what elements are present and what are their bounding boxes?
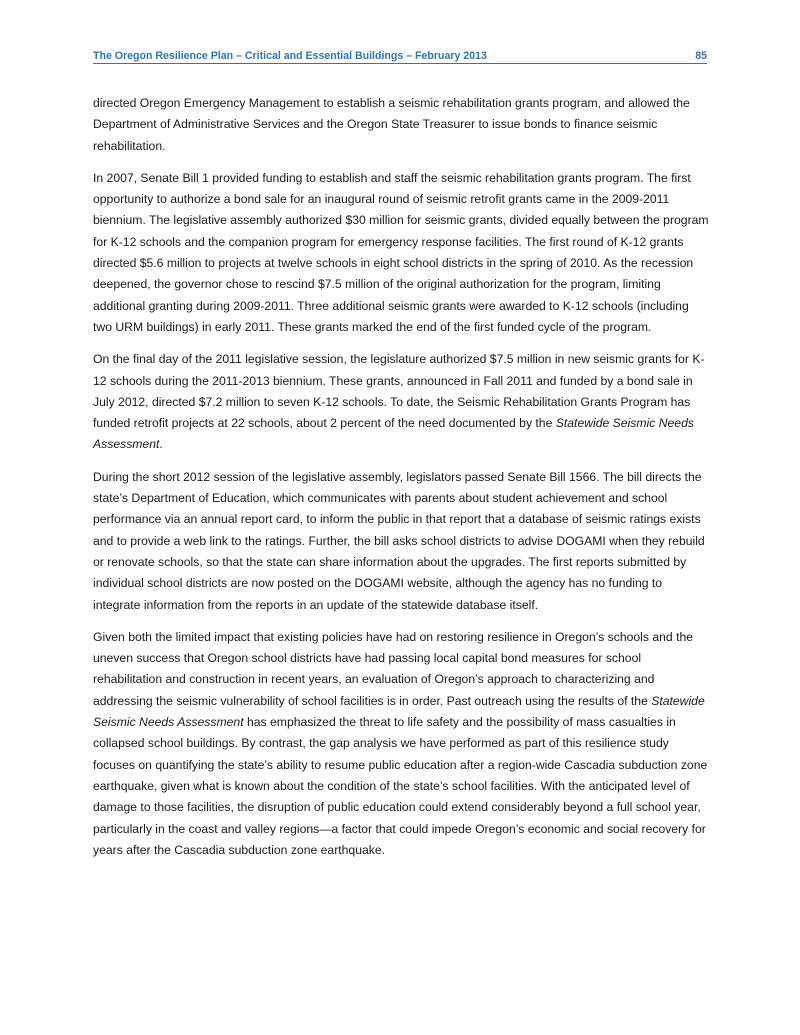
report-title-italic: Statewide Seismic Needs Assessment bbox=[93, 693, 705, 730]
page-number: 85 bbox=[695, 50, 707, 62]
paragraph-5 bbox=[93, 627, 709, 861]
report-title-italic: Statewide Seismic Needs Assessment bbox=[93, 416, 694, 452]
paragraph-3-end: . bbox=[159, 437, 163, 452]
paragraph-1: directed Oregon Emergency Management to establish a seismic rehabilitation grants program, and allowed the Department of Administrative Services and the Oregon State Treasurer to issue bonds to finance seismic rehabilitation. bbox=[93, 96, 690, 153]
paragraph-2: In 2007, Senate Bill 1 provided funding to establish and staff the seismic rehabilitation grants program. The first opportunity to authorize a bond sale for an inaugural round of seismic retrofit grants came in the 2009-2011 biennium. The legislative assembly authorized $30 million for seismic grants, divided equally between the program for K-12 schools and the companion program for emergency response facilities. The first round of K-12 grants directed $5.6 million to projects at twelve schools in eight school districts in the spring of 2010. As the recession deepened, the governor chose to rescind $7.5 million of the original authorization for the program, limiting additional granting during 2009-2011. Three additional seismic grants were awarded to K-12 schools (including two URM buildings) in early 2011. These grants marked the end of the first funded cycle of the program. bbox=[93, 170, 709, 334]
paragraph-5-end: has emphasized the threat to life safety and the possibility of mass casualties in collapsed school buildings. By contrast, the gap analysis we have performed as part of this resilience study focuses on quantifying the state’s ability to resume public education after a region-wide Cascadia subduction zone earthquake, given what is known about the condition of the state’s school facilities. With the anticipated level of damage to those facilities, the disruption of public education could extend considerably beyond a full school year, particularly in the coast and valley regions—a factor that could impede Oregon’s economic and social recovery for years after the Cascadia subduction zone earthquake. bbox=[93, 715, 708, 857]
body-text bbox=[93, 93, 709, 872]
paragraph-5-text: Given both the limited impact that existing policies have had on restoring resilience in Oregon’s schools and the uneven success that Oregon school districts have had passing local capital bond measures for school rehabilitation and construction in recent years, an evaluation of Oregon’s approach to characterizing and addressing the seismic vulnerability of school facilities is in order. Past outreach using the results of the bbox=[93, 629, 694, 708]
header-title: The Oregon Resilience Plan – Critical and Essential Buildings – February 2013 bbox=[93, 50, 487, 62]
paragraph-3 bbox=[93, 349, 709, 455]
paragraph-4: During the short 2012 session of the legislative assembly, legislators passed Senate Bill 1566. The bill directs the state’s Department of Education, which communicates with parents about student achievement and school performance via an annual report card, to inform the public in that report that a database of seismic ratings exists and to provide a web link to the ratings. Further, the bill asks school districts to advise DOGAMI when they rebuild or renovate schools, so that the state can share information about the upgrades. The first reports submitted by individual school districts are now posted on the DOGAMI website, although the agency has no funding to integrate information from the reports in an update of the statewide database itself. bbox=[93, 469, 705, 612]
running-header bbox=[93, 49, 707, 64]
paragraph-3-text: On the final day of the 2011 legislative session, the legislature authorized $7.5 million in new seismic grants for K-12 schools during the 2011-2013 biennium. These grants, announced in Fall 2011 and funded by a bond sale in July 2012, directed $7.2 million to seven K-12 schools. To date, the Seismic Rehabilitation Grants Program has funded retrofit projects at 22 schools, about 2 percent of the need documented by the bbox=[93, 352, 705, 431]
